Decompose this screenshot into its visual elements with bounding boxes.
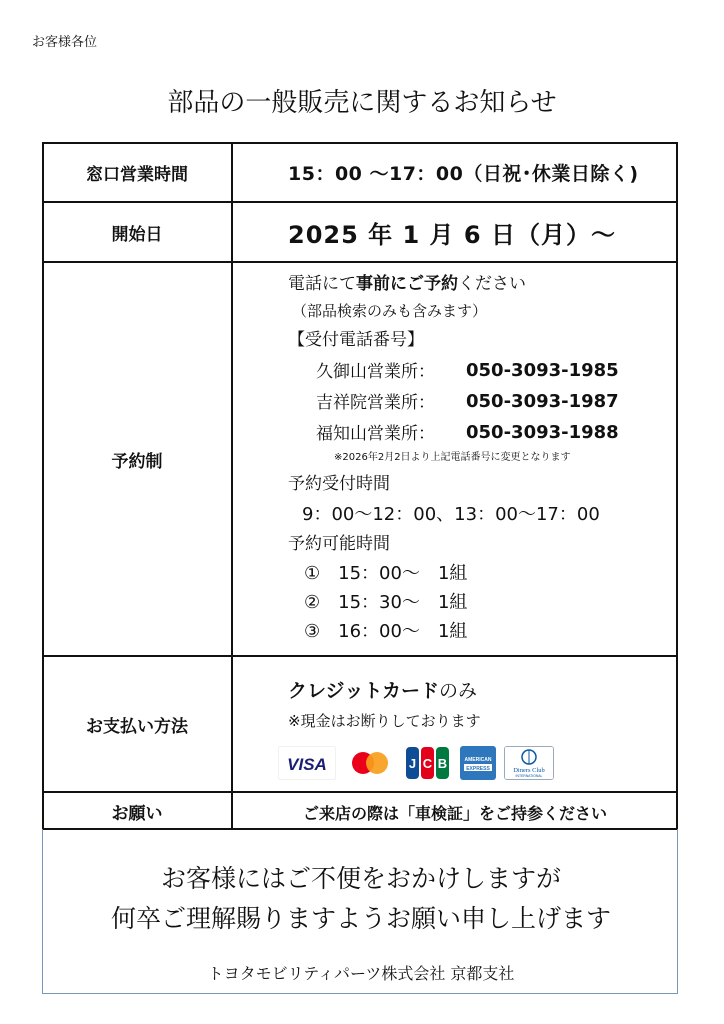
request-row — [42, 792, 678, 830]
svg-text:B: B — [437, 756, 448, 771]
hours-cell — [232, 142, 678, 202]
reservation-intro: 電話にて事前にご予約ください — [288, 274, 526, 294]
payment-note: ※現金はお断りしております — [288, 712, 481, 730]
greeting: お客様各位 — [32, 35, 98, 50]
accept-times: 9：00～12：00、13：00～17：00 — [302, 504, 600, 525]
hours-label: 窓口営業時間 — [86, 164, 188, 185]
reservation-label: 予約制 — [111, 451, 163, 472]
payment-label: お支払い方法 — [86, 716, 188, 737]
svg-text:Diners Club: Diners Club — [513, 767, 545, 774]
table-border — [42, 142, 44, 830]
table-row-divider — [42, 791, 678, 793]
hours-row — [42, 142, 678, 202]
closing-line-1: お客様にはご不便をおかけしますが — [160, 864, 561, 893]
visa-logo — [278, 746, 336, 780]
table-row-divider — [42, 261, 678, 263]
request-value: ご来店の際は「車検証」をご持参ください — [302, 804, 607, 823]
info-table — [42, 142, 678, 830]
start-label: 開始日 — [111, 224, 163, 245]
request-cell — [232, 792, 678, 830]
hours-value: 15：00 ～17：00（日祝･休業日除く) — [288, 163, 639, 185]
slot-item: ② 15：30～ 1組 — [304, 592, 468, 613]
svg-text:EXPRESS: EXPRESS — [466, 766, 490, 772]
table-column-divider — [231, 142, 233, 830]
reservation-sub: （部品検索のみも含みます） — [292, 302, 488, 320]
start-value: 2025 年 1 月 6 日（月）～ — [288, 221, 616, 249]
accept-heading: 予約受付時間 — [288, 474, 390, 494]
table-border — [676, 142, 678, 830]
amex-logo — [460, 746, 496, 780]
table-row-divider — [42, 655, 678, 657]
request-label: お願い — [111, 803, 163, 824]
payment-row — [42, 656, 678, 792]
reservation-emphasis: 事前にご予約 — [356, 274, 458, 294]
phone-heading: 【受付電話番号】 — [288, 330, 424, 350]
reservation-cell — [232, 262, 678, 656]
payment-title: クレジットカードのみ — [288, 680, 477, 702]
table-border — [42, 142, 678, 144]
slots-heading: 予約可能時間 — [288, 534, 390, 554]
reservation-row — [42, 262, 678, 656]
svg-text:AMERICAN: AMERICAN — [464, 757, 492, 763]
slot-item: ① 15：00～ 1組 — [304, 563, 468, 584]
office-phone: 050-3093-1987 — [466, 391, 619, 412]
svg-text:INTERNATIONAL: INTERNATIONAL — [515, 774, 543, 778]
visa-logo-text: VISA — [287, 755, 327, 774]
start-row — [42, 202, 678, 262]
closing-box — [42, 829, 678, 994]
company-name: トヨタモビリティパーツ株式会社 京都支社 — [207, 964, 515, 983]
svg-text:C: C — [422, 756, 433, 771]
jcb-logo — [404, 746, 452, 780]
mastercard-logo — [344, 746, 396, 780]
table-row-divider — [42, 201, 678, 203]
svg-text:J: J — [408, 756, 417, 771]
office-name: 吉祥院営業所： — [316, 393, 435, 413]
phone-change-note: ※2026年2月2日より上記電話番号に変更となります — [334, 452, 571, 463]
closing-line-2: 何卒ご理解賜りますようお願い申し上げます — [110, 904, 611, 933]
office-phone: 050-3093-1985 — [466, 360, 619, 381]
office-phone: 050-3093-1988 — [466, 422, 619, 443]
office-name: 久御山営業所： — [316, 362, 435, 382]
page-title: 部品の一般販売に関するお知らせ — [167, 88, 557, 118]
start-cell — [232, 202, 678, 262]
diners-club-logo — [504, 746, 554, 780]
office-name: 福知山営業所： — [316, 424, 435, 444]
slot-item: ③ 16：00～ 1組 — [304, 621, 468, 642]
payment-cell — [232, 656, 678, 792]
